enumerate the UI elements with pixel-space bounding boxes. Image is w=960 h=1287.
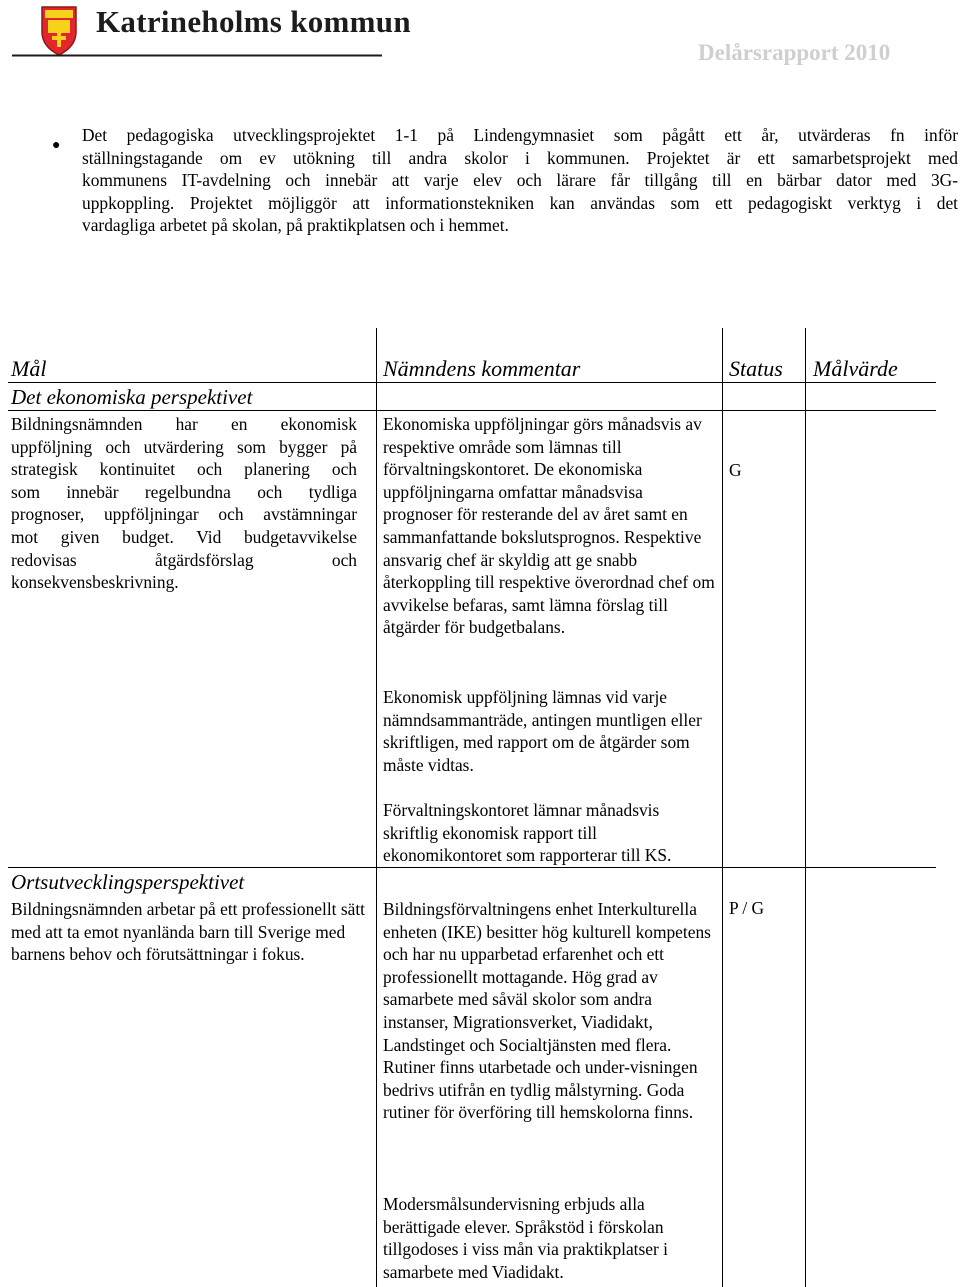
column-header-target: Målvärde bbox=[813, 356, 898, 381]
intro-line: kommunens IT-avdelning och innebär att varje elev och lärare får tillgång till en bärbar dator med 3G- bbox=[82, 170, 958, 191]
comment-paragraph: Ekonomisk uppföljning lämnas vid varje nämndsammanträde, antingen muntligen eller skriftligen, med rapport om de åtgärder som måste vidtas. bbox=[383, 687, 702, 775]
goal-line: Bildningsnämnden har en ekonomisk bbox=[11, 414, 357, 434]
intro-line: vardagliga arbetet på skolan, på praktikplatsen och i hemmet. bbox=[82, 215, 509, 236]
section-title: Det ekonomiska perspektivet bbox=[11, 385, 253, 409]
goal-line: som innebär regelbundna och tydliga bbox=[11, 481, 357, 502]
comment-paragraph: Bildningsförvaltningens enhet Interkulturella enheten (IKE) besitter hög kulturell kompetens och har nu upparbetad erfarenhet och ett professionellt mottagande. Hög grad av samarbete med såväl skolor som andra instanser, Migrationsverket, Viadidakt, Landstinget och Socialtjänsten med flera. Rutiner finns utarbetade och under-visningen bedrivs utifrån en tydlig målstyrning. Goda rutiner för överföring till hemskolorna finns. bbox=[383, 899, 711, 1123]
header-underline bbox=[8, 382, 936, 383]
section-underline bbox=[8, 410, 264, 411]
comment-cell bbox=[383, 898, 715, 1124]
goal-cell bbox=[11, 898, 369, 966]
intro-line: Det pedagogiska utvecklingsprojektet 1-1 på Lindengymnasiet som pågått ett år, utvärderas fn inför bbox=[82, 125, 958, 145]
bullet-icon: ● bbox=[52, 138, 61, 153]
report-title: Delårsrapport 2010 bbox=[698, 40, 891, 65]
comment-cell bbox=[383, 1193, 715, 1283]
municipality-name: Katrineholms kommun bbox=[96, 4, 411, 39]
goal-line: mot given budget. Vid budgetavvikelse bbox=[11, 526, 357, 547]
comment-paragraph: Modersmålsundervisning erbjuds alla berättigade elever. Språkstöd i förskolan tillgodoses i viss mån via praktikplatser i samarbete med Viadidakt. bbox=[383, 1194, 668, 1282]
column-header-goal: Mål bbox=[11, 356, 47, 381]
goal-line: uppföljning och utvärdering som bygger på bbox=[11, 436, 357, 457]
status-value: G bbox=[729, 460, 742, 480]
status-value: P / G bbox=[729, 898, 765, 918]
comment-paragraph: Ekonomiska uppföljningar görs månadsvis av respektive område som lämnas till förvaltningskontoret. De ekonomiska uppföljningarna omfattar månadsvisa prognoser för resterande del av året samt en sammanfattande bokslutsprognos. Respektive ansvarig chef är skyldig att ge snabb återkoppling till respektive överordnad chef om avvikelse befaras, samt lämna förslag till åtgärder för budgetbalans. bbox=[383, 414, 715, 638]
column-header-status: Status bbox=[729, 356, 783, 381]
comment-cell bbox=[383, 799, 715, 867]
row-divider bbox=[8, 867, 936, 868]
section-title: Ortsutvecklingsperspektivet bbox=[11, 870, 245, 894]
goal-paragraph: Bildningsnämnden arbetar på ett professionellt sätt med att ta emot nyanlända barn till Sverige med barnens behov och förutsättningar i fokus. bbox=[11, 899, 366, 965]
intro-paragraph bbox=[82, 124, 958, 237]
municipal-coat-of-arms-icon bbox=[40, 4, 78, 56]
goal-line: konsekvensbeskrivning. bbox=[11, 572, 179, 593]
column-header-comment: Nämndens kommentar bbox=[383, 356, 581, 381]
goal-cell bbox=[11, 413, 357, 594]
column-divider bbox=[805, 328, 806, 1287]
goal-line: strategisk kontinuitet och planering och bbox=[11, 459, 357, 480]
goal-line: prognoser, uppföljningar och avstämningar bbox=[11, 504, 357, 525]
intro-line: ställningstagande om ev utökning till andra skolor i kommunen. Projektet är ett samarbetsprojekt med bbox=[82, 147, 958, 168]
goal-line: redovisas åtgärdsförslag och bbox=[11, 549, 357, 570]
comment-cell bbox=[383, 686, 715, 776]
row-divider bbox=[264, 410, 936, 411]
column-divider bbox=[722, 328, 723, 1287]
column-divider bbox=[376, 328, 377, 1287]
intro-line: uppkoppling. Projektet möjliggör att informationstekniken kan användas som ett pedagogiskt verktyg i det bbox=[82, 192, 958, 213]
comment-paragraph: Förvaltningskontoret lämnar månadsvis skriftlig ekonomisk rapport till ekonomikontoret som rapporterar till KS. bbox=[383, 800, 672, 866]
header-rule bbox=[12, 53, 382, 58]
comment-cell bbox=[383, 413, 715, 639]
